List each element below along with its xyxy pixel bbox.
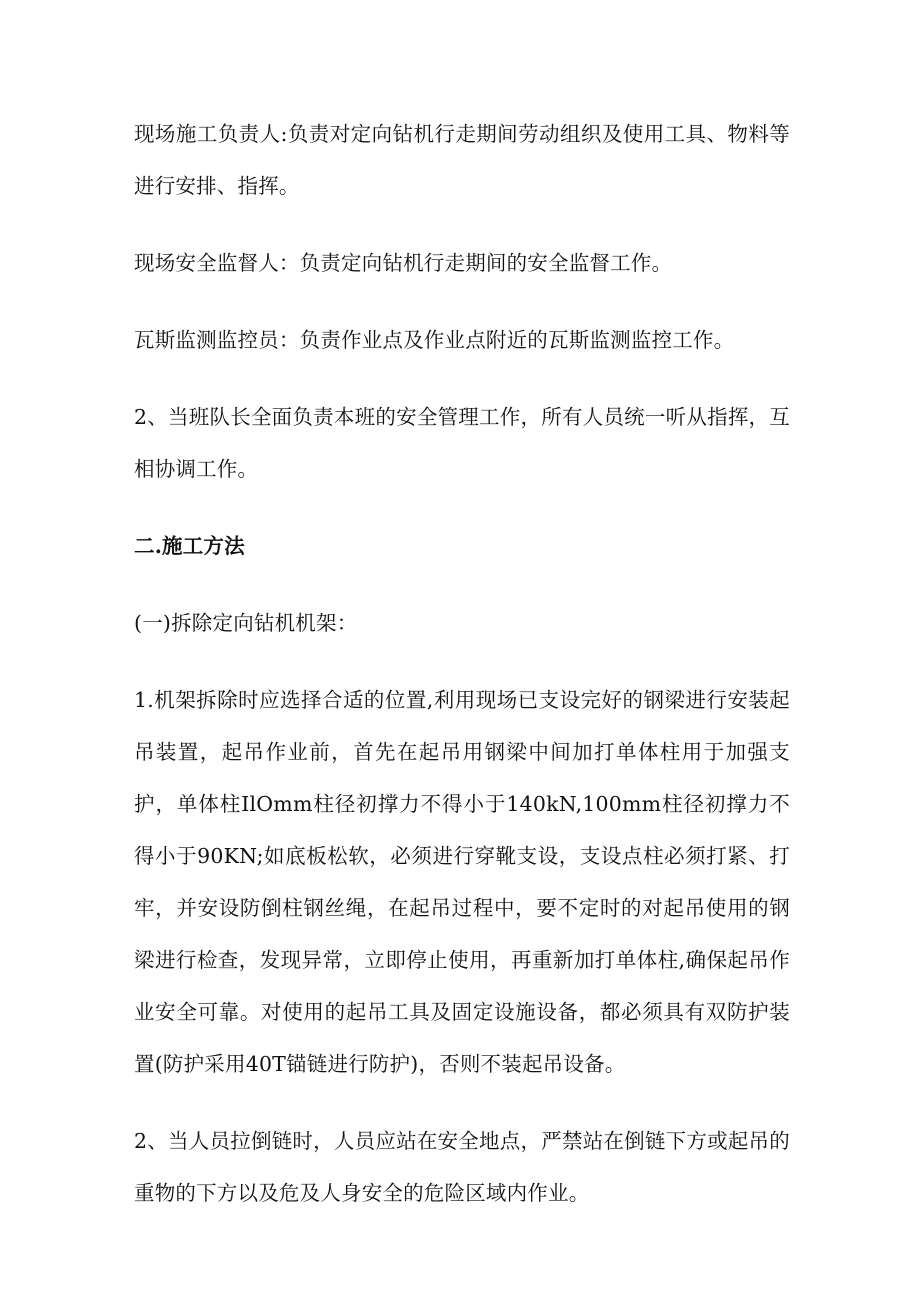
paragraph-dismantle-procedure: 1.机架拆除时应选择合适的位置,利用现场已支设完好的钢梁进行安装起吊装置，起吊作业前，首先在起吊用钢梁中间加打单体柱用于加强支护，单体柱IlOmm柱径初撑力不得小于140kN,100mm柱径初撑力不得小于90KN;如底板松软，必须进行穿靴支设，支设点柱必须打紧、打牢，并安设防倒柱钢丝绳，在起吊过程中，要不定时的对起吊使用的钢梁进行检查，发现异常，立即停止使用，再重新加打单体柱,确保起吊作业安全可靠。对使用的起吊工具及固定设施设备，都必须具有双防护装置(防护采用40T锚链进行防护)，否则不装起吊设备。 [134,688,790,1076]
paragraph-team-leader: 2、当班队长全面负责本班的安全管理工作，所有人员统一听从指挥，互相协调工作。 [134,405,790,481]
subsection-heading-dismantle-rig: (一)拆除定向钻机机架： [134,611,358,635]
paragraph-chain-hoist-safety: 2、当人员拉倒链时，人员应站在安全地点，严禁站在倒链下方或起吊的重物的下方以及危及人身安全的危险区域内作业。 [134,1129,790,1205]
paragraph-safety-supervisor: 现场安全监督人：负责定向钻机行走期间的安全监督工作。 [134,251,673,275]
paragraph-site-manager: 现场施工负责人:负责对定向钻机行走期间劳动组织及使用工具、物料等进行安排、指挥。 [134,122,790,198]
paragraph-gas-monitor: 瓦斯监测监控员：负责作业点及作业点附近的瓦斯监测监控工作。 [134,328,735,352]
section-heading-construction-method: 二.施工方法 [134,534,245,558]
document-page [134,108,790,1219]
